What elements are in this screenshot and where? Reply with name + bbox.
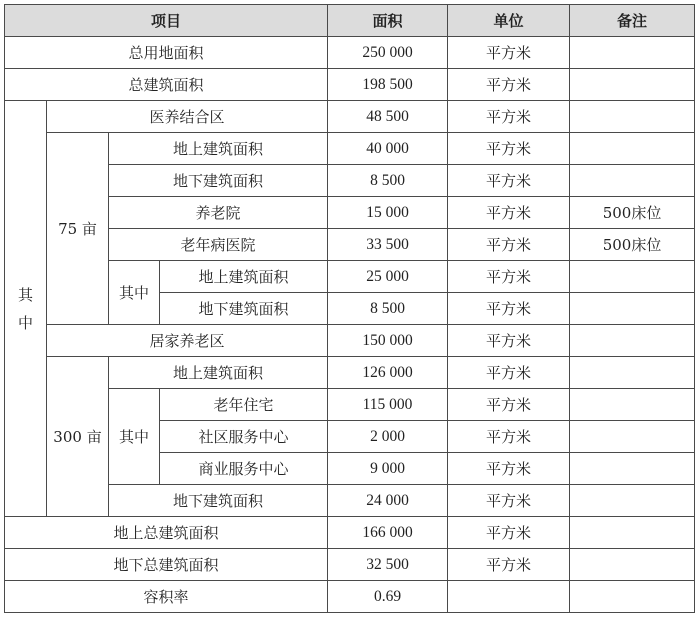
- row-note: [570, 37, 695, 69]
- row-unit: 平方米: [448, 389, 570, 421]
- row-note: [570, 389, 695, 421]
- group-among-char1: 其: [17, 285, 33, 304]
- row-unit: [448, 581, 570, 613]
- group-among-small-cell: 其中: [109, 261, 160, 325]
- row-note: [570, 485, 695, 517]
- row-value: 32 500: [328, 549, 448, 581]
- table-row: [5, 485, 695, 517]
- row-label: 地下总建筑面积: [5, 549, 328, 581]
- row-value: 198 500: [328, 69, 448, 101]
- row-unit: 平方米: [448, 325, 570, 357]
- row-label: 医养结合区: [47, 101, 328, 133]
- row-unit: 平方米: [448, 357, 570, 389]
- row-unit: 平方米: [448, 101, 570, 133]
- row-unit: 平方米: [448, 453, 570, 485]
- header-unit: 单位: [448, 5, 570, 37]
- row-note: [570, 549, 695, 581]
- header-row: [5, 5, 695, 37]
- row-note: 500床位: [570, 229, 695, 261]
- group-among-cell: [5, 101, 47, 517]
- row-unit: 平方米: [448, 293, 570, 325]
- group-300mu-cell: 300 亩: [47, 357, 109, 517]
- row-unit: 平方米: [448, 261, 570, 293]
- row-unit: 平方米: [448, 69, 570, 101]
- row-unit: 平方米: [448, 485, 570, 517]
- table-row: [5, 261, 695, 293]
- row-label: 老年住宅: [160, 389, 328, 421]
- row-value: 40 000: [328, 133, 448, 165]
- row-label: 居家养老区: [47, 325, 328, 357]
- table-row: [5, 37, 695, 69]
- row-value: 33 500: [328, 229, 448, 261]
- row-value: 24 000: [328, 485, 448, 517]
- row-label: 地下建筑面积: [109, 485, 328, 517]
- row-note: [570, 293, 695, 325]
- row-label: 地下建筑面积: [160, 293, 328, 325]
- row-note: [570, 133, 695, 165]
- row-note: [570, 325, 695, 357]
- row-unit: 平方米: [448, 37, 570, 69]
- row-note: [570, 357, 695, 389]
- row-note: [570, 69, 695, 101]
- row-note: [570, 101, 695, 133]
- row-label: 老年病医院: [109, 229, 328, 261]
- group-among-small-cell: 其中: [109, 389, 160, 485]
- row-unit: 平方米: [448, 197, 570, 229]
- row-value: 115 000: [328, 389, 448, 421]
- row-label: 地上建筑面积: [109, 357, 328, 389]
- row-label: 地上建筑面积: [109, 133, 328, 165]
- row-note: [570, 165, 695, 197]
- row-note: 500床位: [570, 197, 695, 229]
- row-unit: 平方米: [448, 165, 570, 197]
- row-label: 容积率: [5, 581, 328, 613]
- planning-area-table: [4, 4, 695, 613]
- table-row: [5, 133, 695, 165]
- row-value: 8 500: [328, 293, 448, 325]
- row-note: [570, 453, 695, 485]
- row-note: [570, 517, 695, 549]
- row-unit: 平方米: [448, 229, 570, 261]
- row-unit: 平方米: [448, 133, 570, 165]
- row-label: 养老院: [109, 197, 328, 229]
- row-value: 250 000: [328, 37, 448, 69]
- row-label: 总用地面积: [5, 37, 328, 69]
- header-note: 备注: [570, 5, 695, 37]
- row-value: 8 500: [328, 165, 448, 197]
- row-value: 25 000: [328, 261, 448, 293]
- row-label: 社区服务中心: [160, 421, 328, 453]
- header-area: 面积: [328, 5, 448, 37]
- table-row: [5, 69, 695, 101]
- row-value: 150 000: [328, 325, 448, 357]
- group-75mu-cell: 75 亩: [47, 133, 109, 325]
- row-value: 166 000: [328, 517, 448, 549]
- row-unit: 平方米: [448, 517, 570, 549]
- table-row: [5, 101, 695, 133]
- row-unit: 平方米: [448, 549, 570, 581]
- row-label: 商业服务中心: [160, 453, 328, 485]
- row-value: 2 000: [328, 421, 448, 453]
- row-note: [570, 421, 695, 453]
- table-row: [5, 389, 695, 421]
- row-note: [570, 581, 695, 613]
- row-label: 地上总建筑面积: [5, 517, 328, 549]
- table-row: [5, 229, 695, 261]
- group-among-char2: 中: [17, 313, 33, 332]
- table-row: [5, 517, 695, 549]
- row-value: 48 500: [328, 101, 448, 133]
- row-value: 0.69: [328, 581, 448, 613]
- row-note: [570, 261, 695, 293]
- row-label: 地下建筑面积: [109, 165, 328, 197]
- row-label: 总建筑面积: [5, 69, 328, 101]
- row-value: 15 000: [328, 197, 448, 229]
- table-row: [5, 197, 695, 229]
- header-item: 项目: [5, 5, 328, 37]
- table-row: [5, 357, 695, 389]
- table-row: [5, 549, 695, 581]
- row-value: 9 000: [328, 453, 448, 485]
- table-row: [5, 325, 695, 357]
- table-row: [5, 581, 695, 613]
- row-label: 地上建筑面积: [160, 261, 328, 293]
- row-unit: 平方米: [448, 421, 570, 453]
- table-row: [5, 165, 695, 197]
- row-value: 126 000: [328, 357, 448, 389]
